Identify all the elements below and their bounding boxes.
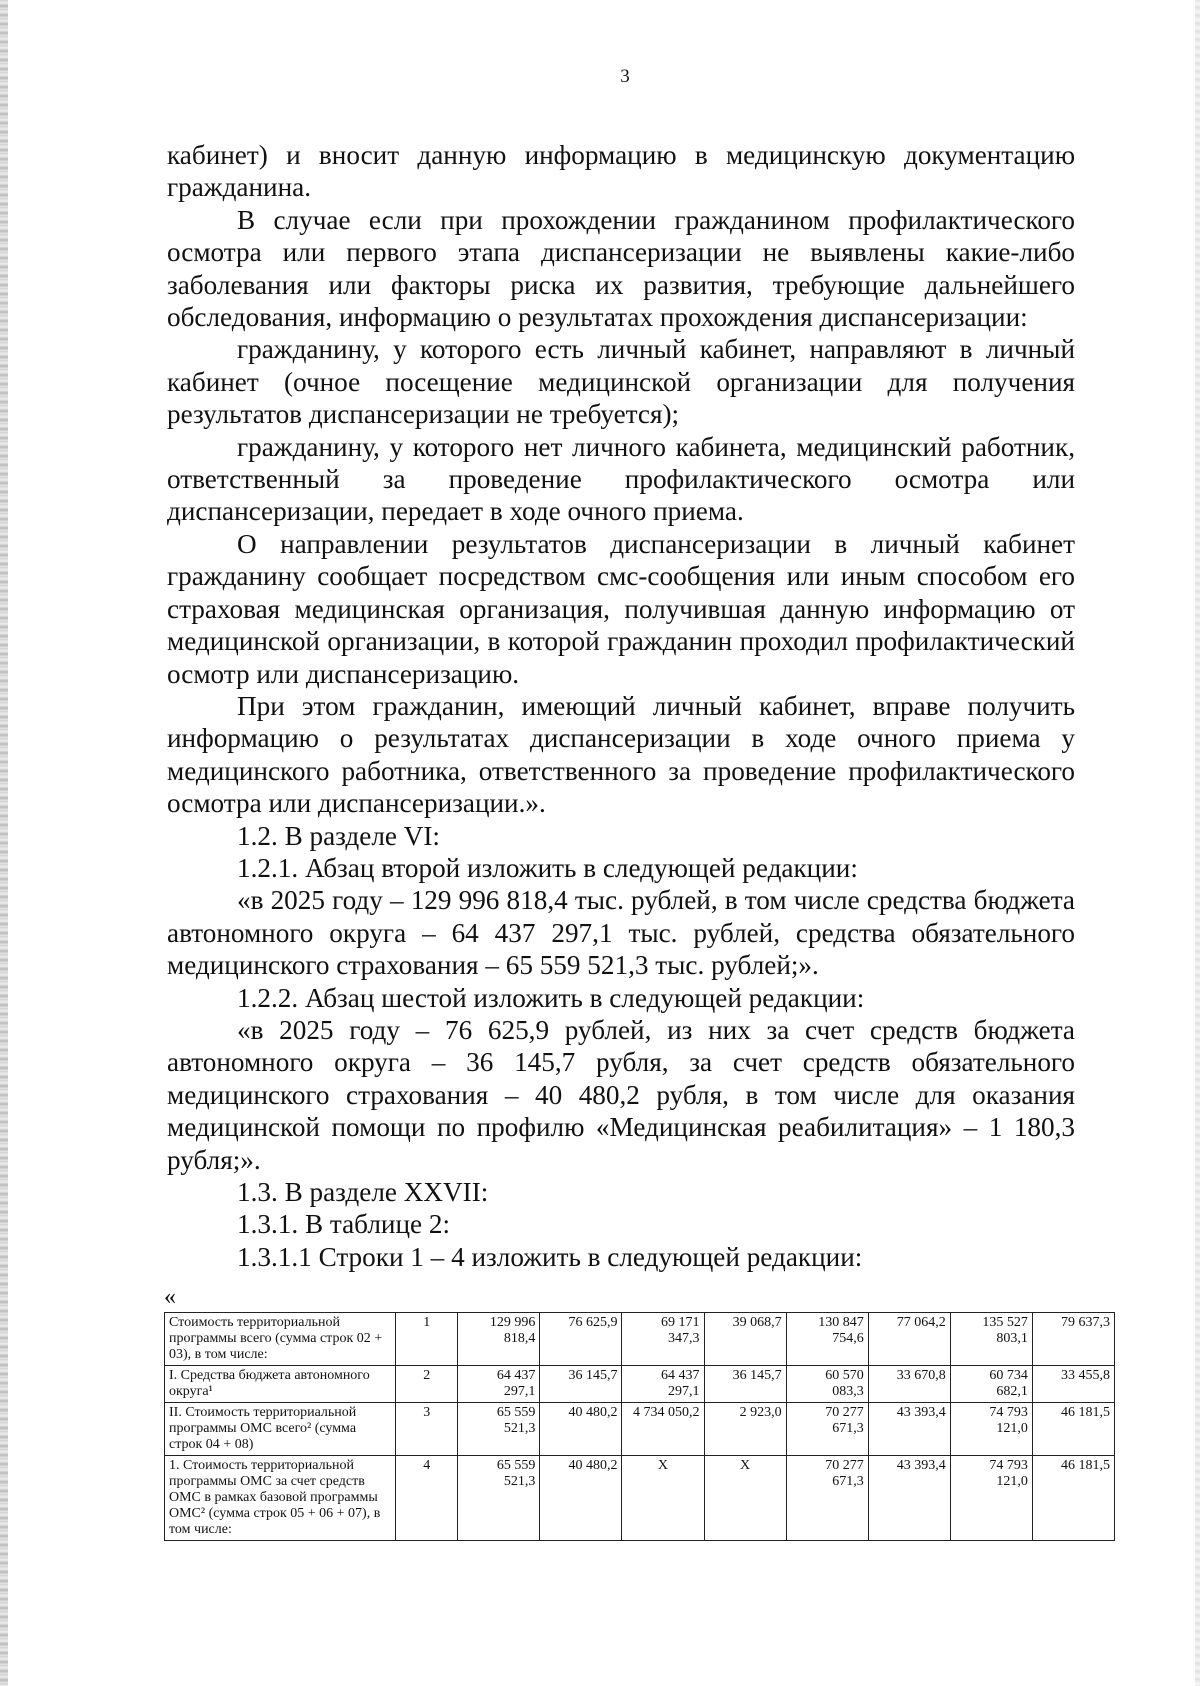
table-cell: 33 455,8 (1032, 1366, 1114, 1403)
table-cell: 65 559 521,3 (458, 1456, 540, 1541)
table-cell: 129 996 818,4 (458, 1313, 540, 1366)
paragraph: «в 2025 году – 76 625,9 рублей, из них за счет средств бюджета автономного округа – 36 145,7 рубля, за счет средств обязательного медицинского страхования – 40 480,2 рубля, в том числе для оказания медицинской помощи по профилю «Медицинская реабилитация» – 1 180,3 рубля;». (167, 1014, 1075, 1175)
table-cell: 43 393,4 (868, 1403, 950, 1456)
table-cell: 135 527 803,1 (950, 1313, 1032, 1366)
table-cell: 64 437 297,1 (622, 1366, 704, 1403)
table-cell: 74 793 121,0 (950, 1456, 1032, 1541)
table-cell: 69 171 347,3 (622, 1313, 704, 1366)
row-label: I. Средства бюджета автономного округа¹ (165, 1366, 396, 1403)
row-number: 3 (396, 1403, 458, 1456)
table-cell: 36 145,7 (704, 1366, 786, 1403)
paragraph: «в 2025 году – 129 996 818,4 тыс. рублей, в том числе средства бюджета автономного округа – 64 437 297,1 тыс. рублей, средства обязательного медицинского страхования – 65 559 521,3 тыс. рублей;». (167, 885, 1075, 981)
row-number: 1 (396, 1313, 458, 1366)
row-number: 4 (396, 1456, 458, 1541)
scan-edge-left (0, 0, 8, 1686)
table-cell: 65 559 521,3 (458, 1403, 540, 1456)
table-cell: 64 437 297,1 (458, 1366, 540, 1403)
table-cell: 79 637,3 (1032, 1313, 1114, 1366)
table-cell: 33 670,8 (868, 1366, 950, 1403)
table-cell: 76 625,9 (540, 1313, 622, 1366)
paragraph: гражданину, у которого нет личного кабинета, медицинский работник, ответственный за проведение профилактического осмотра или диспансеризации, передает в ходе очного приема. (167, 431, 1075, 527)
row-number: 2 (396, 1366, 458, 1403)
paragraph: О направлении результатов диспансеризации в личный кабинет гражданину сообщает посредством смс-сообщения или иным способом его страховая медицинская организация, получившая данную информацию от медицинской организации, в которой гражданин проходил профилактический осмотр или диспансеризацию. (167, 528, 1075, 689)
table-cell: 60 734 682,1 (950, 1366, 1032, 1403)
table-cell: 70 277 671,3 (786, 1403, 868, 1456)
table-row (165, 1313, 1115, 1366)
paragraph: гражданину, у которого есть личный кабинет, направляют в личный кабинет (очное посещение медицинской организации для получения результатов диспансеризации не требуется); (167, 334, 1075, 430)
table-cell: 70 277 671,3 (786, 1456, 868, 1541)
cost-table (164, 1312, 1115, 1541)
paragraph: При этом гражданин, имеющий личный кабинет, вправе получить информацию о результатах диспансеризации в ходе очного приема у медицинского работника, ответственного за проведение профилактического осмотра или диспансеризации.». (167, 690, 1075, 819)
page-number: 3 (620, 66, 630, 87)
subsection-heading: 1.2.2. Абзац шестой изложить в следующей редакции: (237, 982, 865, 1013)
row-label: II. Стоимость территориальной программы ОМС всего² (сумма строк 04 + 08) (165, 1403, 396, 1456)
table-cell: 60 570 083,3 (786, 1366, 868, 1403)
table-cell: Х (622, 1456, 704, 1541)
table-cell: 2 923,0 (704, 1403, 786, 1456)
paragraph: кабинет) и вносит данную информацию в медицинскую документацию гражданина. (167, 140, 1075, 203)
table-cell: 43 393,4 (868, 1456, 950, 1541)
table-cell: 46 181,5 (1032, 1456, 1114, 1541)
table-cell: 74 793 121,0 (950, 1403, 1032, 1456)
table-cell: 130 847 754,6 (786, 1313, 868, 1366)
table-cell: Х (704, 1456, 786, 1541)
table-row (165, 1366, 1115, 1403)
scan-edge-right (1195, 0, 1200, 1686)
table-cell: 46 181,5 (1032, 1403, 1114, 1456)
document-body (167, 139, 1075, 1273)
table-cell: 36 145,7 (540, 1366, 622, 1403)
section-heading: 1.2. В разделе VI: (237, 820, 440, 851)
subsection-heading: 1.3.1.1 Строки 1 – 4 изложить в следующей редакции: (237, 1241, 863, 1272)
table-row (165, 1456, 1115, 1541)
table-cell: 39 068,7 (704, 1313, 786, 1366)
subsection-heading: 1.2.1. Абзац второй изложить в следующей редакции: (237, 852, 858, 883)
row-label: 1. Стоимость территориальной программы ОМС за счет средств ОМС в рамках базовой программы ОМС² (сумма строк 05 + 06 + 07), в том числе: (165, 1456, 396, 1541)
table-cell: 40 480,2 (540, 1456, 622, 1541)
subsection-heading: 1.3.1. В таблице 2: (237, 1209, 451, 1240)
row-label: Стоимость территориальной программы всего (сумма строк 02 + 03), в том числе: (165, 1313, 396, 1366)
table-cell: 77 064,2 (868, 1313, 950, 1366)
section-heading: 1.3. В разделе XXVII: (237, 1177, 489, 1207)
paragraph: В случае если при прохождении гражданином профилактического осмотра или первого этапа диспансеризации не выявлены какие-либо заболевания или факторы риска их развития, требующие дальнейшего обследования, информацию о результатах прохождения диспансеризации: (167, 204, 1075, 333)
table-cell: 40 480,2 (540, 1403, 622, 1456)
table-row (165, 1403, 1115, 1456)
table-cell: 4 734 050,2 (622, 1403, 704, 1456)
table-open-quote: « (164, 1284, 176, 1310)
